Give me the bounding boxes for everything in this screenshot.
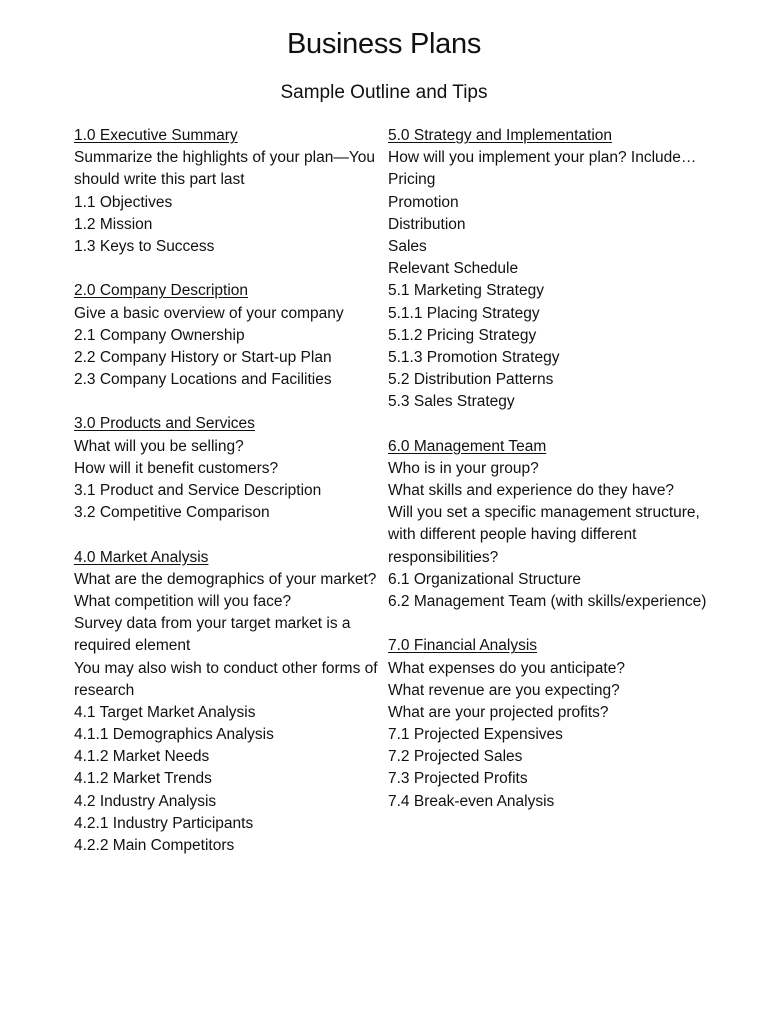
section-spacer [388, 613, 718, 635]
outline-line: 7.4 Break-even Analysis [388, 792, 555, 810]
outline-line: 2.1 Company Ownership [74, 326, 245, 344]
section-heading: 5.0 Strategy and Implementation [388, 127, 613, 144]
outline-line: 7.1 Projected Expensives [388, 726, 563, 744]
outline-line: You may also wish to conduct other forms of [74, 659, 378, 677]
outline-line: 1.2 Mission [74, 215, 153, 233]
section-heading: 2.0 Company Description [74, 282, 249, 300]
outline-line: 7.3 Projected Profits [388, 770, 528, 788]
section-heading: 1.0 Executive Summary [74, 127, 238, 144]
outline-line: 4.2.2 Main Competitors [74, 837, 235, 854]
outline-line: What expenses do you anticipate? [388, 659, 625, 677]
section-spacer [74, 258, 380, 280]
outline-line: What are the demographics of your market? [74, 570, 377, 588]
outline-line: 3.2 Competitive Comparison [74, 504, 270, 522]
section-spacer [388, 413, 718, 435]
outline-line: 6.2 Management Team (with skills/experience) [388, 592, 707, 610]
outline-line: Relevant Schedule [388, 260, 519, 278]
page-title: Business Plans [286, 28, 482, 60]
outline-line: 5.3 Sales Strategy [388, 393, 515, 411]
outline-line: should write this part last [74, 171, 245, 189]
outline-line: 3.1 Product and Service Description [74, 482, 322, 499]
outline-section [388, 436, 718, 614]
section-spacer [74, 391, 380, 413]
outline-line: How will it benefit customers? [74, 459, 279, 477]
outline-line: Pricing [388, 171, 436, 189]
outline-line: What revenue are you expecting? [388, 681, 620, 699]
section-spacer [74, 524, 380, 546]
outline-line: research [74, 681, 135, 699]
outline-line: Summarize the highlights of your plan—You [74, 149, 375, 167]
outline-line: 2.2 Company History or Start-up Plan [74, 348, 332, 366]
outline-line: 1.1 Objectives [74, 193, 173, 211]
outline-section [388, 125, 718, 413]
outline-line: required element [74, 637, 191, 655]
outline-line: 5.1.3 Promotion Strategy [388, 348, 560, 366]
left-column [74, 125, 380, 857]
outline-line: 2.3 Company Locations and Facilities [74, 371, 332, 389]
outline-line: What are your projected profits? [388, 703, 609, 721]
outline-line: What skills and experience do they have? [388, 482, 675, 499]
outline-line: 5.2 Distribution Patterns [388, 371, 554, 389]
outline-line: Survey data from your target market is a [74, 615, 351, 633]
outline-line: 5.1 Marketing Strategy [388, 282, 544, 300]
section-heading: 4.0 Market Analysis [74, 548, 209, 566]
outline-line: responsibilities? [388, 548, 499, 566]
outline-line: 4.1.1 Demographics Analysis [74, 726, 274, 744]
section-heading: 6.0 Management Team [388, 437, 547, 455]
outline-line: 4.1 Target Market Analysis [74, 703, 256, 721]
outline-section [74, 547, 380, 858]
outline-line: with different people having different [388, 526, 637, 544]
right-column [388, 125, 718, 813]
outline-section [74, 125, 380, 258]
outline-line: Will you set a specific management structure, [388, 504, 700, 522]
outline-line: Who is in your group? [388, 459, 539, 477]
outline-line: What competition will you face? [74, 592, 292, 610]
outline-line: 7.2 Projected Sales [388, 748, 523, 766]
outline-line: 4.1.2 Market Trends [74, 770, 212, 788]
outline-line: Sales [388, 237, 427, 255]
outline-section [74, 413, 380, 524]
outline-line: Promotion [388, 193, 459, 211]
outline-line: 5.1.1 Placing Strategy [388, 304, 540, 322]
outline-line: Give a basic overview of your company [74, 304, 344, 322]
outline-line: How will you implement your plan? Include… [388, 149, 697, 167]
section-heading: 7.0 Financial Analysis [388, 637, 538, 655]
outline-line: 4.2.1 Industry Participants [74, 814, 254, 832]
outline-section [388, 635, 718, 813]
outline-line: 6.1 Organizational Structure [388, 570, 581, 588]
outline-line: 4.1.2 Market Needs [74, 748, 210, 766]
outline-line: 1.3 Keys to Success [74, 237, 215, 255]
page-subtitle: Sample Outline and Tips [280, 82, 488, 103]
outline-section [74, 280, 380, 391]
outline-line: What will you be selling? [74, 437, 244, 455]
outline-line: Distribution [388, 215, 466, 233]
outline-line: 4.2 Industry Analysis [74, 792, 217, 810]
section-heading: 3.0 Products and Services [74, 415, 255, 433]
outline-line: 5.1.2 Pricing Strategy [388, 326, 537, 344]
